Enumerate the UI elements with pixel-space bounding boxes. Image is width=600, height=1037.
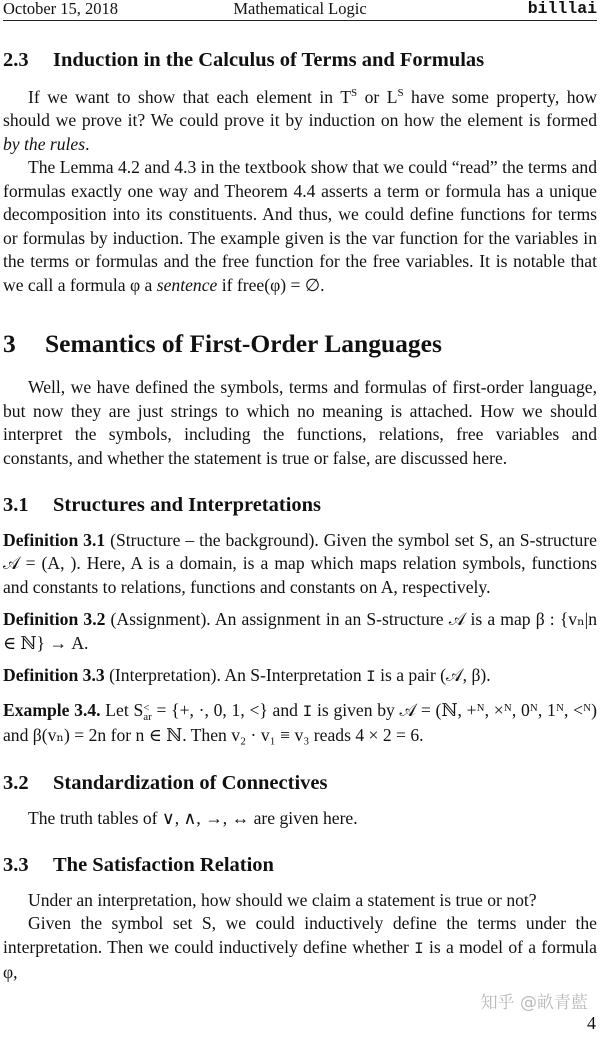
paragraph-connectives: The truth tables of ∨, ∧, →, ↔ are given here.: [28, 807, 358, 828]
example-3-4: Example 3.4. Let S< ar = {+, ·, 0, 1, <} and I is given by 𝒜 = (ℕ, +ᴺ, ×ᴺ, 0ᴺ, 1ᴺ, <ᴺ) and β(vₙ) = 2n for n ∈ ℕ. Then v₂ · v₁ ≡ v₃ reads 4 × 2 = 6.: [3, 699, 597, 746]
watermark: 知乎 @畝青藍: [480, 992, 588, 1013]
paragraph-satisfaction-1: Under an interpretation, how should we claim a statement is true or not?: [28, 889, 537, 910]
header-author: billlai: [527, 0, 597, 18]
definition-3-2: Definition 3.2 (Assignment). An assignment in an S-structure 𝒜 is a map β : {vₙ|n ∈ ℕ} → A.: [3, 609, 597, 653]
section-heading-3-1: 3.1 Structures and Interpretations: [3, 494, 322, 517]
header-title: Mathematical Logic: [233, 0, 367, 18]
page-number: 4: [587, 1012, 596, 1033]
paragraph-satisfaction-2: Given the symbol set S, we could inductively define the terms under the interpretation. Then we could inductively define whether I is a model of a formula φ,: [3, 913, 597, 983]
paragraph-induction-2: The Lemma 4.2 and 4.3 in the textbook show that we could “read” the terms and formulas exactly one way and Theorem 4.4 asserts a term or formula has a unique decomposition into its constituents. And thus, we could define functions for terms or formulas by induction. The example given is the var function for the variables in the terms or formulas and the free function for the free variables. It is notable that we call a formula φ a sentence if free(φ) = ∅.: [3, 157, 597, 295]
paragraph-induction-1: If we want to show that each element in $T^S$ or $L^S$ have some property, how should we prove it? We could prove it by induction on how the element is formed by the rules.: [3, 86, 597, 154]
definition-3-1: Definition 3.1 (Structure – the background). Given the symbol set S, an S-structure 𝒜 = (A, ). Here, A is a domain, is a map which maps relation symbols, functions and constants to relations, functions and constants on A, respectively.: [3, 529, 597, 597]
section-heading-3: 3 Semantics of First-Order Languages: [3, 329, 442, 359]
section-heading-2-3: 2.3 Induction in the Calculus of Terms and Formulas: [3, 49, 485, 71]
header-date: October 15, 2018: [3, 0, 119, 18]
section-heading-3-2: 3.2 Standardization of Connectives: [3, 771, 328, 794]
section-heading-3-3: 3.3 The Satisfaction Relation: [3, 854, 274, 877]
paragraph-semantics: Well, we have defined the symbols, terms and formulas of first-order language, but now they are just strings to which no meaning is attached. How we should interpret the symbols, including the functions, relations, free variables and constants, and whether the statement is true or false, are discussed here.: [3, 377, 597, 468]
running-header: [3, 0, 597, 21]
definition-3-3: Definition 3.3 (Interpretation). An S-Interpretation I is a pair (𝒜, β).: [3, 665, 491, 687]
